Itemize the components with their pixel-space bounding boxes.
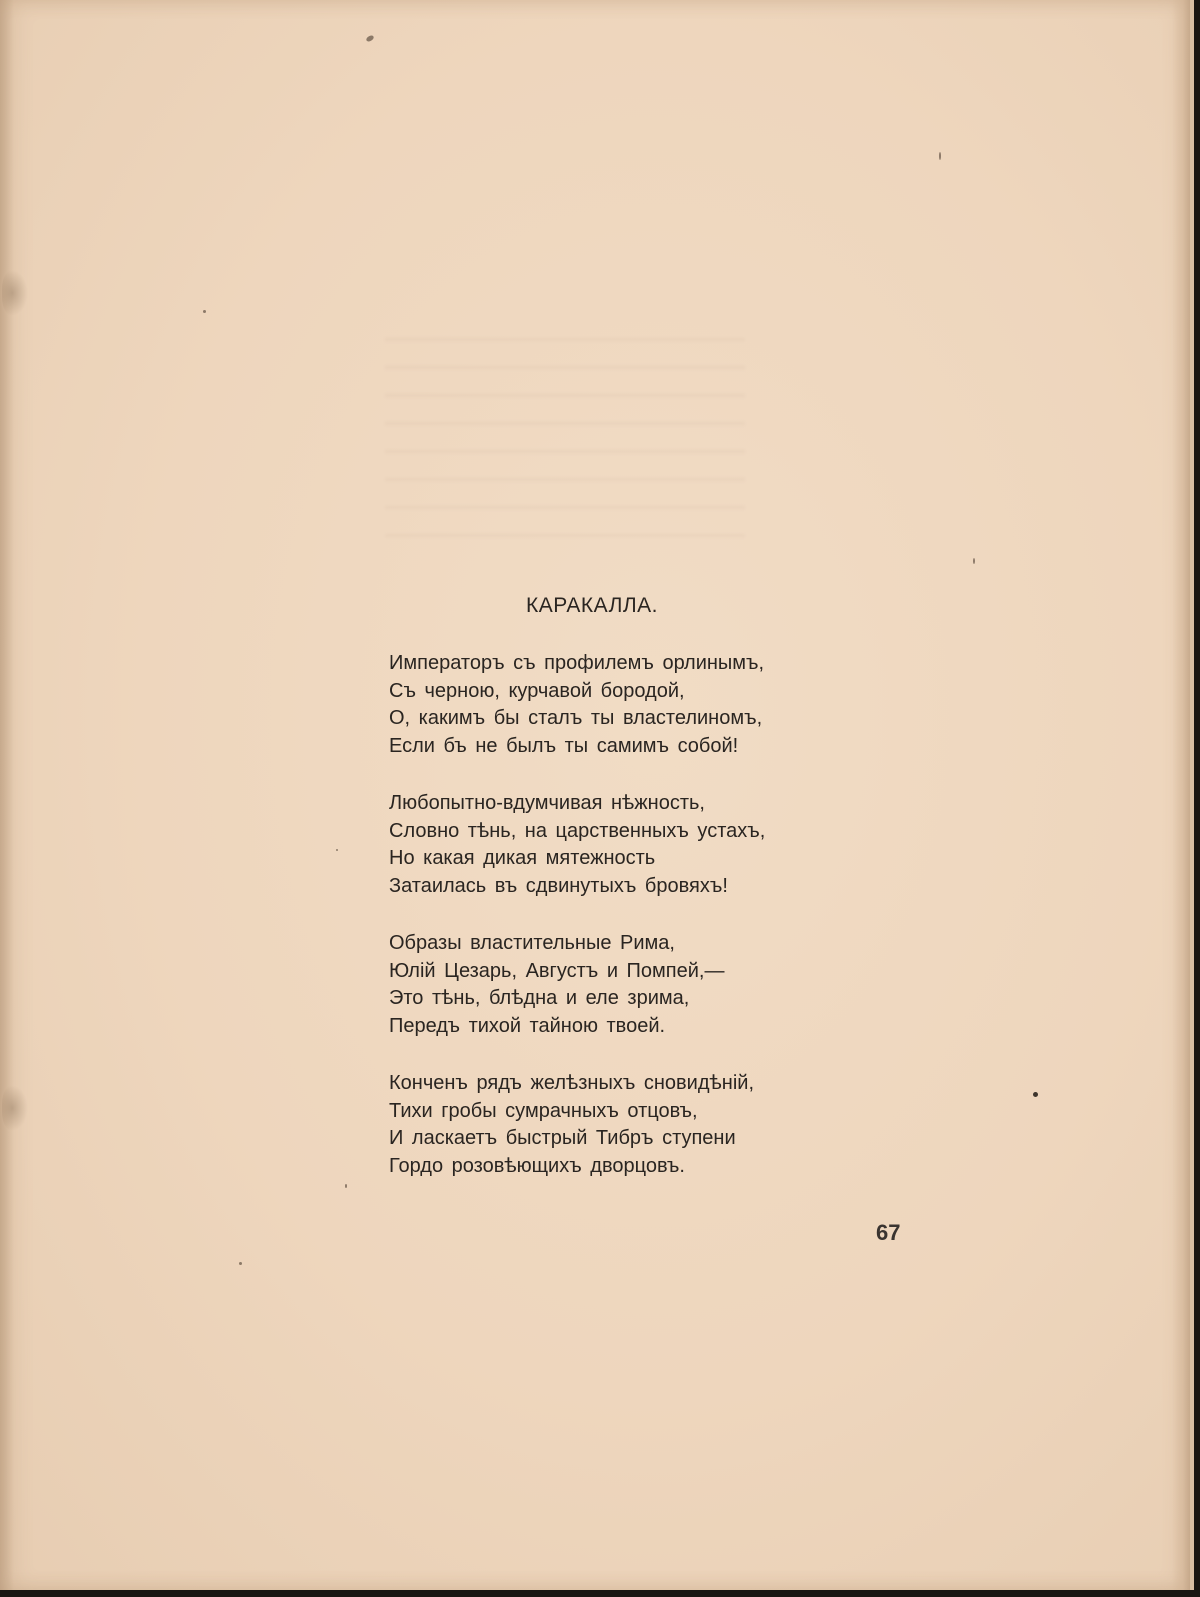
poem-title: КАРАКАЛЛА. (526, 594, 658, 617)
paper-speck (239, 1262, 242, 1265)
poem-line: О, какимъ бы сталъ ты властелиномъ, (389, 707, 763, 729)
poem-line: Юлій Цезарь, Августъ и Помпей,— (389, 959, 725, 982)
poem-line: Конченъ рядъ желѣзныхъ сновидѣній, (389, 1072, 754, 1094)
poem-line: Любопытно-вдумчивая нѣжность, (389, 792, 705, 814)
poem-line: Это тѣнь, блѣдна и еле зрима, (389, 987, 690, 1009)
paper-speck (336, 849, 338, 851)
poem-line: Если бъ не былъ ты самимъ собой! (389, 734, 739, 757)
paper-speck (973, 558, 975, 564)
poem-line: Съ черною, курчавой бородой, (389, 679, 685, 702)
paper-speck (345, 1184, 347, 1188)
poem-line: Словно тѣнь, на царственныхъ устахъ, (389, 819, 766, 842)
paper-speck (1033, 1092, 1038, 1097)
paper-speck (203, 310, 206, 313)
stanza (389, 930, 819, 1040)
poem-line: Но какая дикая мятежность (389, 847, 656, 869)
poem-line: Передъ тихой тайною твоей. (389, 1014, 666, 1037)
page-binding (0, 0, 14, 1590)
poem-line: Образы властительные Рима, (389, 932, 675, 954)
poem-line: Гордо розовѣющихъ дворцовъ. (389, 1154, 685, 1177)
page-number: 67 (876, 1220, 901, 1245)
poem-line: Тихи гробы сумрачныхъ отцовъ, (389, 1099, 698, 1122)
binding-tear (2, 270, 28, 316)
paper-speck (365, 34, 374, 42)
paper-speck (939, 152, 941, 160)
poem-line: И ласкаетъ быстрый Тибръ ступени (389, 1127, 736, 1149)
poem-body (389, 650, 819, 1210)
stanza (389, 1070, 819, 1180)
stanza (389, 650, 819, 760)
poem-line: Императоръ съ профилемъ орлинымъ, (389, 652, 765, 674)
stanza (389, 790, 819, 900)
page-edge (1172, 0, 1190, 1590)
binding-tear (2, 1085, 28, 1131)
poem-line: Затаилась въ сдвинутыхъ бровяхъ! (389, 874, 728, 897)
show-through-text (385, 315, 745, 555)
